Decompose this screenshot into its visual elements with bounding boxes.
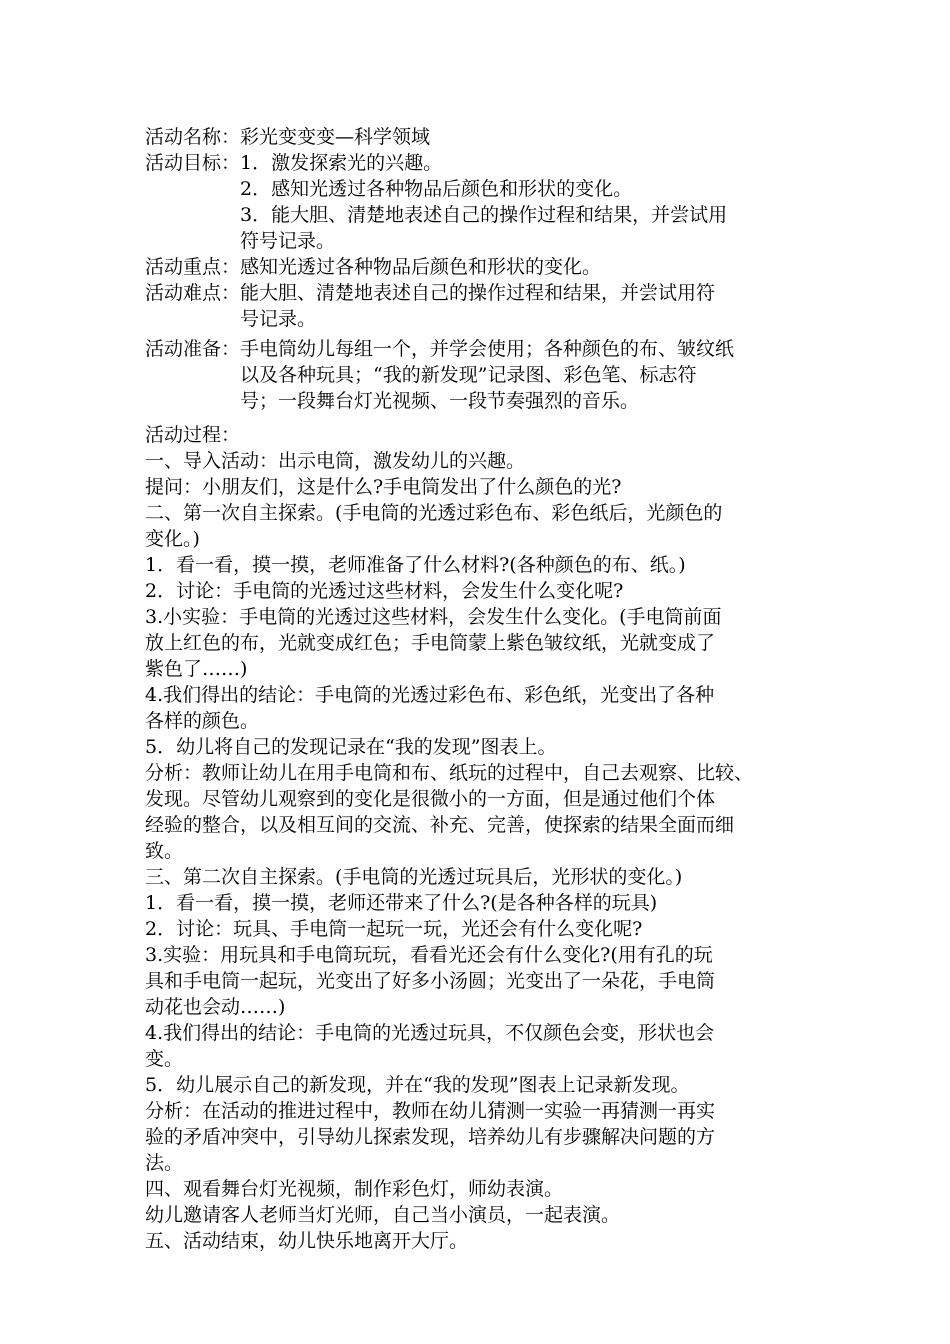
process-line: 2．讨论：手电筒的光透过这些材料，会发生什么变化呢? <box>145 580 624 602</box>
difficulty-line-2: 号记录。 <box>240 308 317 330</box>
activity-difficulty-label: 活动难点： <box>145 282 241 304</box>
process-line: 2．讨论：玩具、手电筒一起玩一玩，光还会有什么变化呢? <box>145 918 643 940</box>
activity-key-value: 感知光透过各种物品后颜色和形状的变化。 <box>240 256 602 278</box>
process-line: 验的矛盾冲突中，引导幼儿探索发现，培养幼儿有步骤解决问题的方 <box>145 1126 716 1148</box>
process-line: 致。 <box>145 840 184 862</box>
process-line: 二、第一次自主探索。(手电筒的光透过彩色布、彩色纸后，光颜色的 <box>145 502 723 524</box>
process-line: 3.实验：用玩具和手电筒玩玩，看看光还会有什么变化?(用有孔的玩 <box>145 944 713 966</box>
goal-item-3-cont: 符号记录。 <box>240 230 336 252</box>
goal-item-1: 1．激发探索光的兴趣。 <box>240 152 443 174</box>
process-line: 变。 <box>145 1048 184 1070</box>
process-line: 放上红色的布，光就变成红色；手电筒蒙上紫色皱纹纸，光就变成了 <box>145 632 716 654</box>
goal-item-3: 3．能大胆、清楚地表述自己的操作过程和结果，并尝试用 <box>240 204 728 226</box>
process-line: 三、第二次自主探索。(手电筒的光透过玩具后，光形状的变化。) <box>145 866 683 888</box>
process-line: 经验的整合，以及相互间的交流、补充、完善，使探索的结果全面而细 <box>145 814 735 836</box>
process-line: 五、活动结束，幼儿快乐地离开大厅。 <box>145 1230 469 1252</box>
prep-line-2: 以及各种玩具；“我的新发现”记录图、彩色笔、标志符 <box>240 364 697 386</box>
activity-prep-label: 活动准备： <box>145 338 241 360</box>
process-line: 一、导入活动：出示电筒，激发幼儿的兴趣。 <box>145 450 526 472</box>
activity-prep-value <box>240 336 815 414</box>
process-line: 动花也会动……) <box>145 996 286 1018</box>
activity-name-value: 彩光变变变—科学领域 <box>240 126 431 148</box>
prep-line-1: 手电筒幼儿每组一个，并学会使用；各种颜色的布、皱纹纸 <box>240 338 735 360</box>
process-line: 幼儿邀请客人老师当灯光师，自己当小演员，一起表演。 <box>145 1204 621 1226</box>
activity-name-label: 活动名称： <box>145 126 241 148</box>
process-line: 具和手电筒一起玩，光变出了好多小汤圆；光变出了一朵花，手电筒 <box>145 970 716 992</box>
process-line: 四、观看舞台灯光视频，制作彩色灯，师幼表演。 <box>145 1178 564 1200</box>
process-line: 变化。) <box>145 528 200 550</box>
process-line: 紫色了……) <box>145 658 248 680</box>
goal-item-2: 2．感知光透过各种物品后颜色和形状的变化。 <box>240 178 633 200</box>
process-line: 活动过程： <box>145 424 241 446</box>
activity-key-row <box>145 254 815 280</box>
process-line: 发现。尽管幼儿观察到的变化是很微小的一方面，但是通过他们个体 <box>145 788 716 810</box>
process-line: 各样的颜色。 <box>145 710 260 732</box>
difficulty-line-1: 能大胆、清楚地表述自己的操作过程和结果，并尝试用符 <box>240 282 716 304</box>
activity-goals-row <box>145 150 815 254</box>
process-line: 提问：小朋友们，这是什么?手电筒发出了什么颜色的光? <box>145 476 622 498</box>
process-line: 3.小实验：手电筒的光透过这些材料，会发生什么变化。(手电筒前面 <box>145 606 722 628</box>
activity-name-row <box>145 124 815 150</box>
process-line: 分析：教师让幼儿在用手电筒和布、纸玩的过程中，自己去观察、比较、 <box>145 762 754 784</box>
process-line: 分析：在活动的推进过程中，教师在幼儿猜测一实验一再猜测一再实 <box>145 1100 716 1122</box>
activity-goals-list <box>240 150 815 254</box>
process-line: 5．幼儿展示自己的新发现，并在“我的发现”图表上记录新发现。 <box>145 1074 690 1096</box>
activity-difficulty-value <box>240 280 815 332</box>
process-line: 1．看一看，摸一摸，老师准备了什么材料?(各种颜色的布、纸。) <box>145 554 686 576</box>
document-page <box>145 124 815 1254</box>
process-line: 法。 <box>145 1152 184 1174</box>
process-line: 1．看一看，摸一摸，老师还带来了什么?(是各种各样的玩具) <box>145 892 658 914</box>
activity-goals-label: 活动目标： <box>145 152 241 174</box>
process-line: 5．幼儿将自己的发现记录在“我的发现”图表上。 <box>145 736 557 758</box>
activity-key-label: 活动重点： <box>145 256 241 278</box>
activity-process <box>145 422 815 1254</box>
prep-line-3: 号；一段舞台灯光视频、一段节奏强烈的音乐。 <box>240 390 640 412</box>
activity-prep-row <box>145 336 815 414</box>
process-line: 4.我们得出的结论：手电筒的光透过玩具，不仅颜色会变，形状也会 <box>145 1022 715 1044</box>
activity-difficulty-row <box>145 280 815 332</box>
process-line: 4.我们得出的结论：手电筒的光透过彩色布、彩色纸，光变出了各种 <box>145 684 715 706</box>
